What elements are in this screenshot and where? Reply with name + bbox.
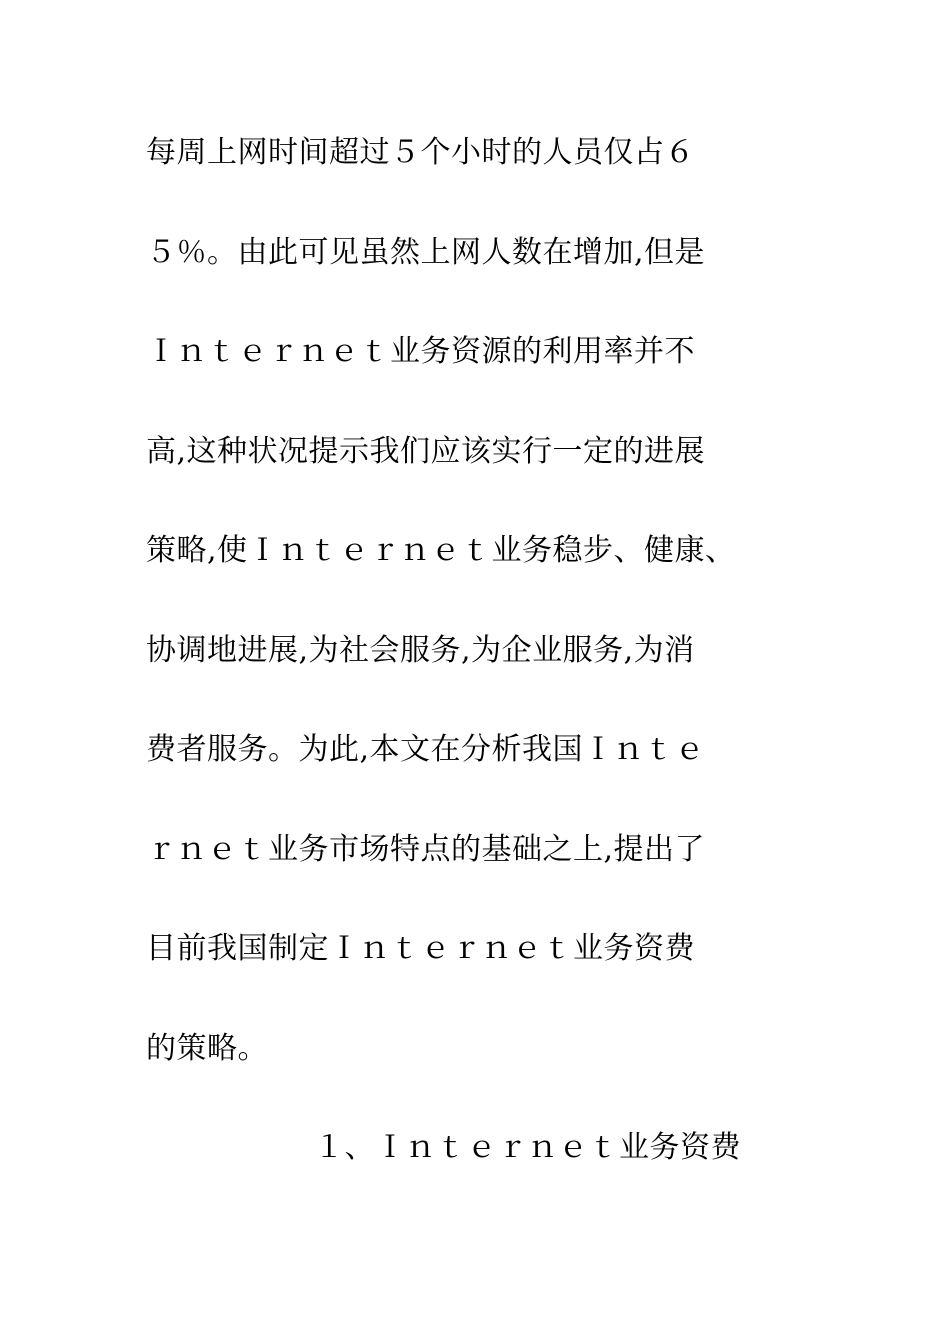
text-line: 策略,使Ｉｎｔｅｒｎｅｔ业务稳步、健康、 (146, 533, 736, 568)
text-line: ｒｎｅｔ业务市场特点的基础之上,提出了 (146, 831, 706, 867)
text-line: Ｉｎｔｅｒｎｅｔ业务资源的利用率并不 (146, 334, 695, 369)
text-line: ５％。由此可见虽然上网人数在增加,但是 (146, 234, 706, 270)
document-body (146, 125, 846, 1220)
text-line: 协调地进展,为社会服务,为企业服务,为消 (146, 632, 695, 668)
text-line: 高,这种状况提示我们应该实行一定的进展 (146, 433, 706, 469)
section-heading: １、Ｉｎｔｅｒｎｅｔ业务资费 (314, 1130, 741, 1165)
text-line: 每周上网时间超过５个小时的人员仅占６ (146, 135, 695, 170)
text-line: 的策略。 (146, 1030, 268, 1066)
text-line: 费者服务。为此,本文在分析我国Ｉｎｔｅ (146, 732, 706, 767)
text-line: 目前我国制定Ｉｎｔｅｒｎｅｔ业务资费 (146, 931, 695, 966)
